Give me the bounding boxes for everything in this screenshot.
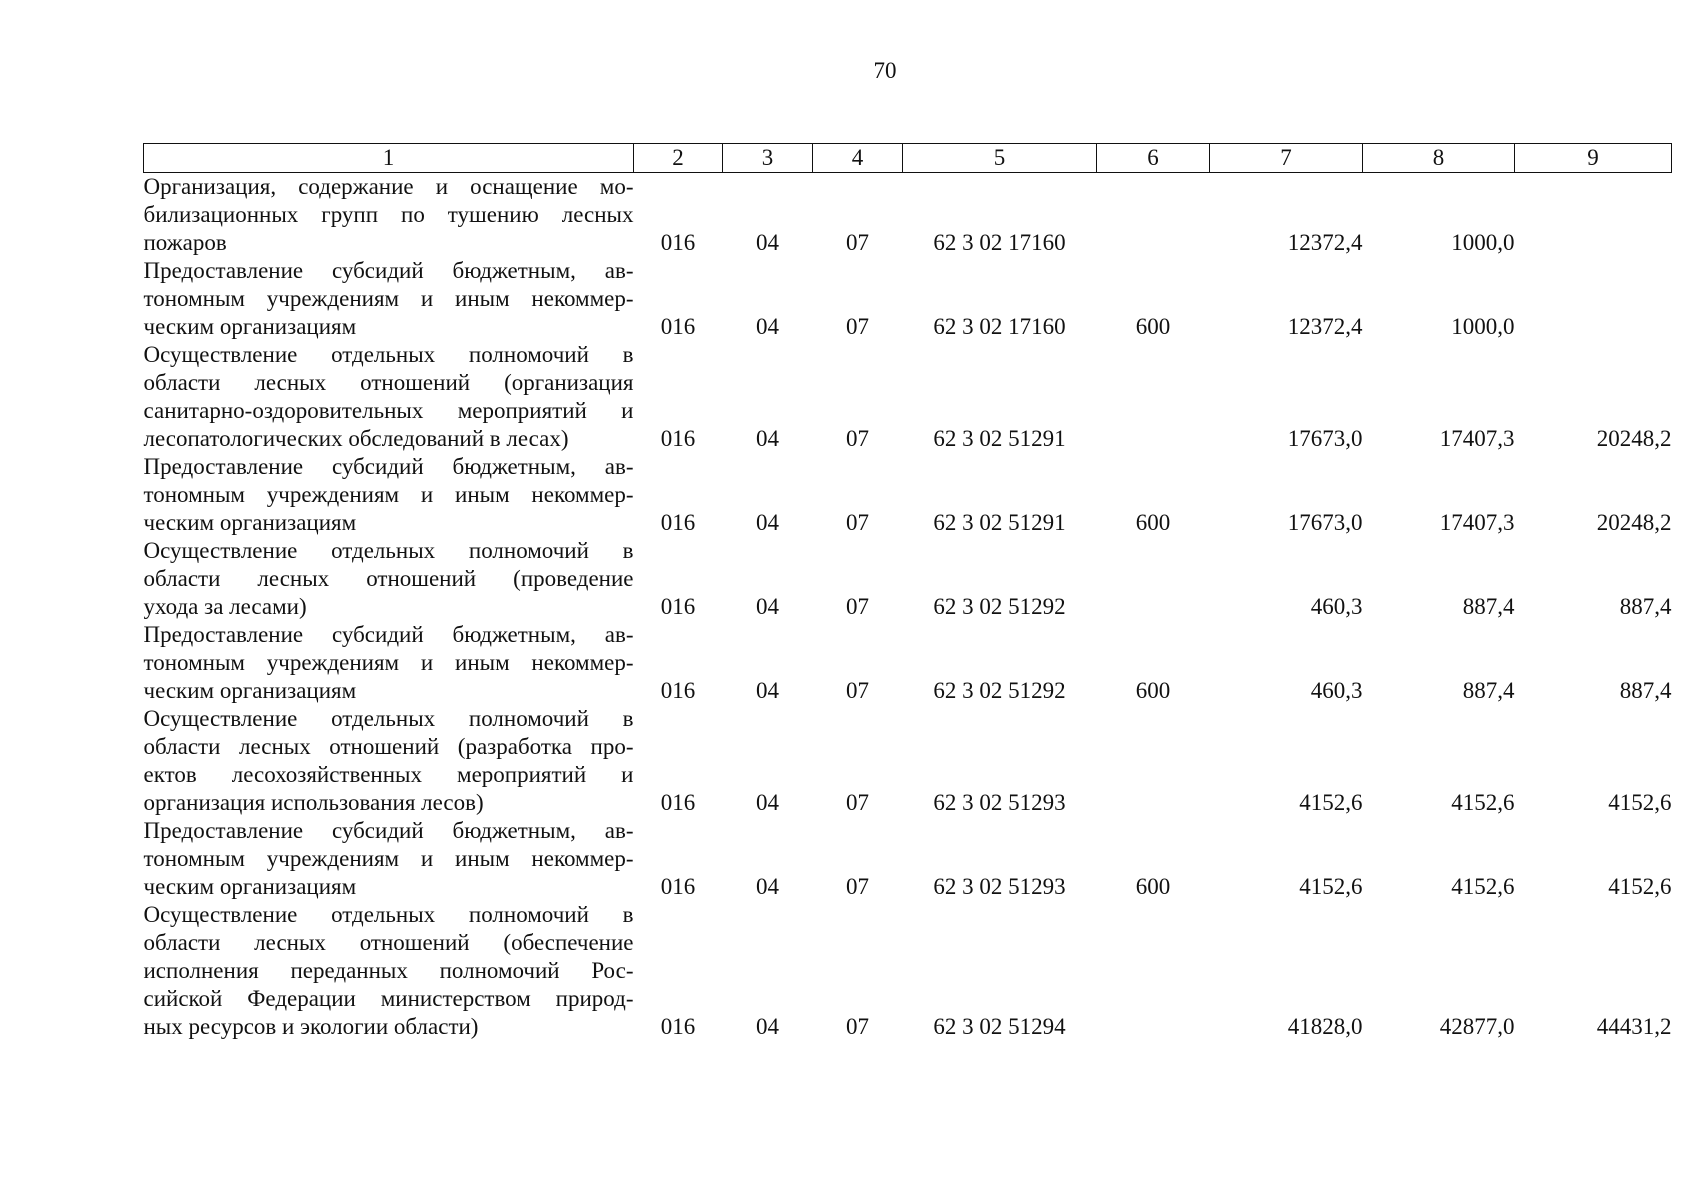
description-cell xyxy=(144,257,634,341)
expense-type-cell: 600 xyxy=(1135,510,1171,535)
description-line: области лесных отношений (организация xyxy=(143,370,634,395)
code-cell: 016 xyxy=(660,1014,696,1039)
section-cell: 04 xyxy=(756,426,779,451)
description-line: области лесных отношений (разработка про- xyxy=(143,734,634,759)
target-article-cell: 62 3 02 51291 xyxy=(933,426,1066,451)
subsection-cell: 07 xyxy=(846,874,869,899)
expense-type-cell: 600 xyxy=(1135,874,1171,899)
amount-year3-cell: 887,4 xyxy=(1619,594,1672,619)
subsection-cell: 07 xyxy=(846,1014,869,1039)
table-row xyxy=(144,173,1672,258)
amount-year1-cell: 17673,0 xyxy=(1287,426,1363,451)
code-cell: 016 xyxy=(660,874,696,899)
description-line: Предоставление субсидий бюджетным, ав- xyxy=(143,622,634,647)
description-line: сийской Федерации министерством природ- xyxy=(143,986,634,1011)
amount-year3-cell: 887,4 xyxy=(1619,678,1672,703)
amount-year3-cell: 4152,6 xyxy=(1608,874,1672,899)
table-row xyxy=(144,257,1672,341)
table-body xyxy=(144,173,1672,1042)
amount-year3-cell: 4152,6 xyxy=(1608,790,1672,815)
amount-year2-cell: 4152,6 xyxy=(1451,790,1515,815)
amount-year1-cell: 460,3 xyxy=(1310,678,1363,703)
expense-type-cell xyxy=(1097,537,1210,621)
amount-year2-cell: 4152,6 xyxy=(1451,874,1515,899)
section-cell: 04 xyxy=(756,678,779,703)
code-cell: 016 xyxy=(660,314,696,339)
column-header: 8 xyxy=(1363,144,1515,173)
amount-year2-cell: 1000,0 xyxy=(1451,230,1515,255)
target-article-cell: 62 3 02 17160 xyxy=(933,314,1066,339)
amount-year3-cell: 20248,2 xyxy=(1596,510,1672,535)
description-line: пожаров xyxy=(143,230,227,255)
section-cell: 04 xyxy=(756,594,779,619)
description-cell xyxy=(144,817,634,901)
amount-year2-cell: 42877,0 xyxy=(1439,1014,1515,1039)
description-line: ектов лесохозяйственных мероприятий и xyxy=(143,762,634,787)
amount-year3-cell xyxy=(1515,257,1672,341)
description-line: лесопатологических обследований в лесах) xyxy=(143,426,569,451)
amount-year3-cell xyxy=(1515,173,1672,258)
target-article-cell: 62 3 02 51291 xyxy=(933,510,1066,535)
column-header: 1 xyxy=(144,144,634,173)
amount-year1-cell: 460,3 xyxy=(1310,594,1363,619)
description-line: области лесных отношений (проведение xyxy=(143,566,634,591)
table-row xyxy=(144,537,1672,621)
code-cell: 016 xyxy=(660,426,696,451)
amount-year1-cell: 17673,0 xyxy=(1287,510,1363,535)
description-line: тономным учреждениям и иным некоммер- xyxy=(143,482,634,507)
description-cell xyxy=(144,453,634,537)
code-cell: 016 xyxy=(660,510,696,535)
expense-type-cell: 600 xyxy=(1135,314,1171,339)
expense-type-cell xyxy=(1097,901,1210,1041)
description-line: тономным учреждениям и иным некоммер- xyxy=(143,286,634,311)
expense-type-cell xyxy=(1097,705,1210,817)
subsection-cell: 07 xyxy=(846,314,869,339)
column-header: 3 xyxy=(723,144,813,173)
section-cell: 04 xyxy=(756,510,779,535)
target-article-cell: 62 3 02 17160 xyxy=(933,230,1066,255)
column-header: 5 xyxy=(903,144,1097,173)
amount-year1-cell: 4152,6 xyxy=(1299,790,1363,815)
code-cell: 016 xyxy=(660,230,696,255)
description-line: Осуществление отдельных полномочий в xyxy=(143,902,634,927)
code-cell: 016 xyxy=(660,594,696,619)
amount-year2-cell: 17407,3 xyxy=(1439,510,1515,535)
expense-type-cell xyxy=(1097,341,1210,453)
description-line: Предоставление субсидий бюджетным, ав- xyxy=(143,454,634,479)
description-line: ческим организациям xyxy=(143,874,357,899)
section-cell: 04 xyxy=(756,230,779,255)
header-row xyxy=(144,144,1672,173)
description-cell xyxy=(144,341,634,453)
subsection-cell: 07 xyxy=(846,230,869,255)
expense-type-cell: 600 xyxy=(1135,678,1171,703)
description-cell xyxy=(144,621,634,705)
description-line: области лесных отношений (обеспечение xyxy=(143,930,634,955)
column-header: 9 xyxy=(1515,144,1672,173)
code-cell: 016 xyxy=(660,790,696,815)
table-row xyxy=(144,705,1672,817)
description-cell xyxy=(144,705,634,817)
amount-year2-cell: 1000,0 xyxy=(1451,314,1515,339)
column-header: 7 xyxy=(1210,144,1363,173)
section-cell: 04 xyxy=(756,1014,779,1039)
description-line: Организация, содержание и оснащение мо- xyxy=(143,174,634,199)
column-header: 6 xyxy=(1097,144,1210,173)
table-row xyxy=(144,621,1672,705)
expense-type-cell xyxy=(1097,173,1210,258)
amount-year1-cell: 41828,0 xyxy=(1287,1014,1363,1039)
description-line: ческим организациям xyxy=(143,314,357,339)
target-article-cell: 62 3 02 51294 xyxy=(933,1014,1066,1039)
amount-year2-cell: 17407,3 xyxy=(1439,426,1515,451)
description-line: Осуществление отдельных полномочий в xyxy=(143,538,634,563)
target-article-cell: 62 3 02 51292 xyxy=(933,594,1066,619)
amount-year3-cell: 20248,2 xyxy=(1596,426,1672,451)
description-line: Предоставление субсидий бюджетным, ав- xyxy=(143,818,634,843)
description-line: билизационных групп по тушению лесных xyxy=(143,202,634,227)
column-header: 4 xyxy=(813,144,903,173)
description-cell xyxy=(144,173,634,258)
amount-year1-cell: 12372,4 xyxy=(1287,230,1363,255)
description-line: тономным учреждениям и иным некоммер- xyxy=(143,846,634,871)
description-line: ческим организациям xyxy=(143,510,357,535)
amount-year1-cell: 12372,4 xyxy=(1287,314,1363,339)
description-cell xyxy=(144,537,634,621)
target-article-cell: 62 3 02 51292 xyxy=(933,678,1066,703)
description-line: санитарно-оздоровительных мероприятий и xyxy=(143,398,634,423)
description-line: ных ресурсов и экологии области) xyxy=(143,1014,479,1039)
budget-table xyxy=(143,143,1672,1041)
target-article-cell: 62 3 02 51293 xyxy=(933,790,1066,815)
target-article-cell: 62 3 02 51293 xyxy=(933,874,1066,899)
description-line: ухода за лесами) xyxy=(143,594,307,619)
amount-year3-cell: 44431,2 xyxy=(1596,1014,1672,1039)
amount-year2-cell: 887,4 xyxy=(1462,678,1515,703)
description-line: организация использования лесов) xyxy=(143,790,484,815)
subsection-cell: 07 xyxy=(846,790,869,815)
table-row xyxy=(144,341,1672,453)
code-cell: 016 xyxy=(660,678,696,703)
subsection-cell: 07 xyxy=(846,594,869,619)
description-line: исполнения переданных полномочий Рос- xyxy=(143,958,634,983)
subsection-cell: 07 xyxy=(846,510,869,535)
subsection-cell: 07 xyxy=(846,426,869,451)
amount-year2-cell: 887,4 xyxy=(1462,594,1515,619)
page-number: 70 xyxy=(873,58,897,83)
description-line: Предоставление субсидий бюджетным, ав- xyxy=(143,258,634,283)
subsection-cell: 07 xyxy=(846,678,869,703)
description-line: Осуществление отдельных полномочий в xyxy=(143,706,634,731)
table-row xyxy=(144,453,1672,537)
section-cell: 04 xyxy=(756,790,779,815)
description-line: Осуществление отдельных полномочий в xyxy=(143,342,634,367)
column-header: 2 xyxy=(634,144,723,173)
table-row xyxy=(144,901,1672,1041)
description-line: тономным учреждениям и иным некоммер- xyxy=(143,650,634,675)
description-cell xyxy=(144,901,634,1041)
section-cell: 04 xyxy=(756,874,779,899)
amount-year1-cell: 4152,6 xyxy=(1299,874,1363,899)
section-cell: 04 xyxy=(756,314,779,339)
table-row xyxy=(144,817,1672,901)
description-line: ческим организациям xyxy=(143,678,357,703)
